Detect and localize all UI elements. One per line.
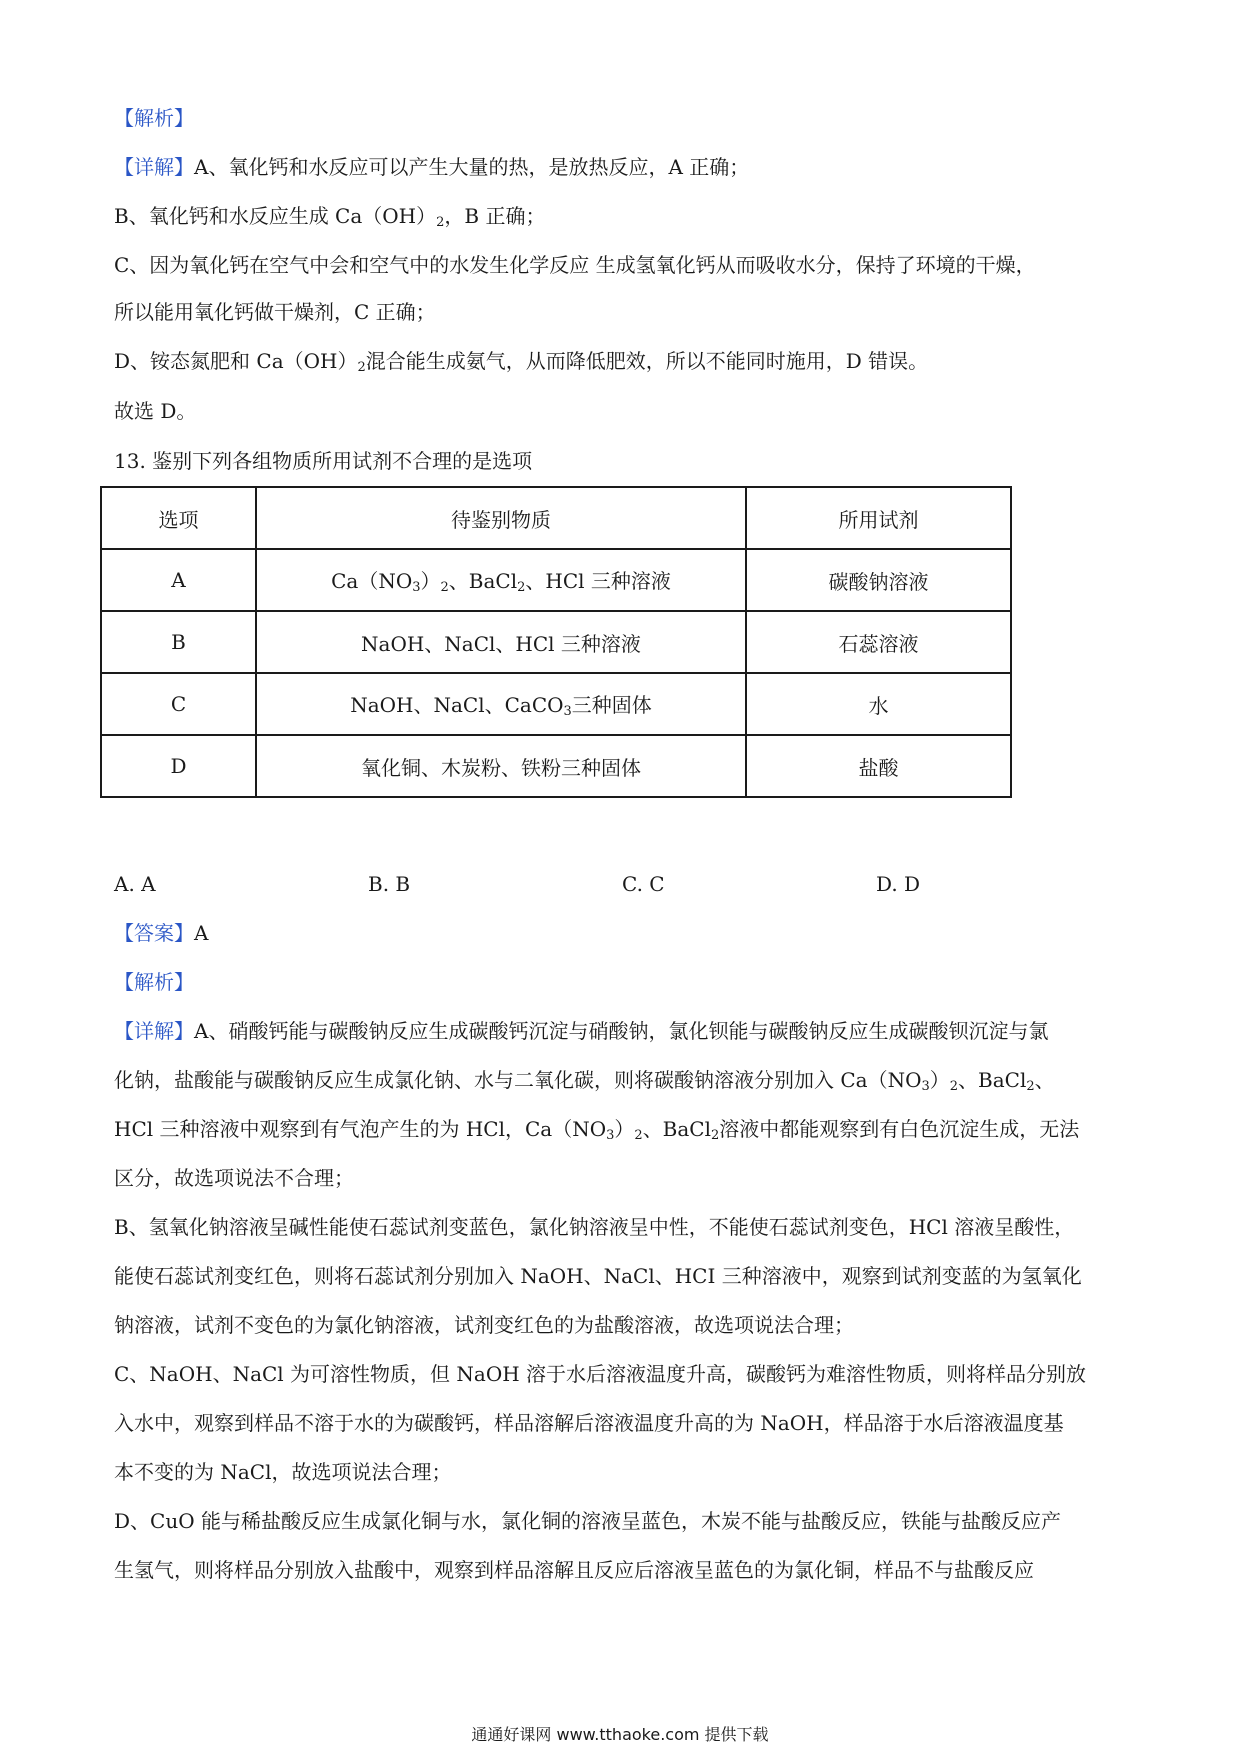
detail2-d-line2: 生氢气，则将样品分别放入盐酸中，观察到样品溶解且反应后溶液呈蓝色的为氯化铜，样品不与盐酸反应	[114, 1558, 1034, 1582]
detail-b-pre: B、氧化钙和水反应生成 Ca（OH）	[114, 204, 437, 228]
detail2-b-line1: B、氢氧化钠溶液呈碱性能使石蕊试剂变蓝色，氯化钠溶液呈中性，不能使石蕊试剂变色，HCl 溶液呈酸性，	[114, 1215, 1075, 1239]
choice-a: A. A	[114, 872, 156, 896]
detail-c-line1: C、因为氧化钙在空气中会和空气中的水发生化学反应 生成氢氧化钙从而吸收水分，保持了环境的干燥，	[114, 253, 1036, 277]
table-row	[101, 673, 1011, 735]
detail-a-text: A、氧化钙和水反应可以产生大量的热，是放热反应，A 正确；	[194, 155, 750, 179]
question-text: 13. 鉴别下列各组物质所用试剂不合理的是选项	[114, 449, 533, 473]
page-footer: 通通好课网 www.tthaoke.com 提供下载	[471, 1725, 769, 1744]
analysis-tag: 【解析】	[114, 106, 194, 130]
detail-b	[114, 202, 545, 237]
answer-value: A	[194, 921, 209, 945]
option-cell: D	[101, 735, 256, 797]
reagent-cell: 石蕊溶液	[746, 611, 1011, 673]
substance-cell: NaOH、NaCl、CaCO$_3$三种固体	[256, 673, 746, 735]
table-header-cell: 所用试剂	[746, 487, 1011, 549]
detail-d-sub: 2	[357, 360, 366, 375]
detail2-a-line3: HCl 三种溶液中观察到有气泡产生的为 HCl，$Ca(NO_3)_2$、BaCl$_2$溶液中都能观察到有白色沉淀生成，无法	[114, 1117, 1080, 1143]
detail2-c-line3: 本不变的为 NaCl，故选项说法合理；	[114, 1460, 452, 1484]
detail-d	[114, 347, 928, 382]
choice-c: C. C	[622, 872, 665, 896]
detail2-a-text: A、硝酸钙能与碳酸钠反应生成碳酸钙沉淀与硝酸钠，氯化钡能与碳酸钠反应生成碳酸钡沉淀与氯	[194, 1019, 1049, 1043]
detail-a	[114, 153, 749, 181]
option-cell: C	[101, 673, 256, 735]
detail2-a-line4: 区分，故选项说法不合理；	[114, 1166, 354, 1190]
detail-c-line2: 所以能用氧化钙做干燥剂，C 正确；	[114, 300, 436, 324]
detail-b-post: ，B 正确；	[444, 204, 546, 228]
analysis-tag-2: 【解析】	[114, 970, 194, 994]
detail2-c-line1: C、NaOH、NaCl 为可溶性物质，但 NaOH 溶于水后溶液温度升高，碳酸钙为难溶性物质，则将样品分别放	[114, 1362, 1087, 1386]
answer-tag: 【答案】	[114, 921, 194, 945]
detail-b-sub: 2	[436, 215, 445, 230]
table-row	[101, 549, 1011, 611]
substance-cell: 氧化铜、木炭粉、铁粉三种固体	[256, 735, 746, 797]
detail2-b-line3: 钠溶液，试剂不变色的为氯化钠溶液，试剂变红色的为盐酸溶液，故选项说法合理；	[114, 1313, 854, 1337]
conclusion: 故选 D。	[114, 399, 197, 423]
reagent-cell: 盐酸	[746, 735, 1011, 797]
choice-b: B. B	[368, 872, 411, 896]
choice-d: D. D	[876, 872, 921, 896]
detail2-d-line1: D、CuO 能与稀盐酸反应生成氯化铜与水，氯化铜的溶液呈蓝色，木炭不能与盐酸反应，铁能与盐酸反应产	[114, 1509, 1061, 1533]
table-header-row	[101, 487, 1011, 549]
table-row	[101, 735, 1011, 797]
detail2-c-line2: 入水中，观察到样品不溶于水的为碳酸钙，样品溶解后溶液温度升高的为 NaOH，样品溶于水后溶液温度基	[114, 1411, 1064, 1435]
table-header-cell: 选项	[101, 487, 256, 549]
substance-cell: NaOH、NaCl、HCl 三种溶液	[256, 611, 746, 673]
detail2-a-line2: 化钠，盐酸能与碳酸钠反应生成氯化钠、水与二氧化碳，则将碳酸钠溶液分别加入 $Ca(NO_3)_2$、BaCl$_2$、	[114, 1068, 1055, 1094]
substance-cell: $Ca(NO_3)_2$、BaCl$_2$、HCl 三种溶液	[256, 549, 746, 611]
option-cell: A	[101, 549, 256, 611]
table-row	[101, 611, 1011, 673]
detail2-b-line2: 能使石蕊试剂变红色，则将石蕊试剂分别加入 NaOH、NaCl、HCI 三种溶液中，观察到试剂变蓝的为氢氧化	[114, 1264, 1082, 1288]
table-header-cell: 待鉴别物质	[256, 487, 746, 549]
detail-tag-2: 【详解】	[114, 1019, 194, 1043]
detail-d-pre: D、铵态氮肥和 Ca（OH）	[114, 349, 358, 373]
answer-line	[114, 919, 208, 947]
reagent-table	[100, 486, 1012, 798]
reagent-cell: 水	[746, 673, 1011, 735]
detail2-a-line1	[114, 1017, 1048, 1045]
reagent-cell: 碳酸钠溶液	[746, 549, 1011, 611]
detail-tag: 【详解】	[114, 155, 194, 179]
detail-d-post: 混合能生成氨气，从而降低肥效，所以不能同时施用，D 错误。	[365, 349, 929, 373]
option-cell: B	[101, 611, 256, 673]
